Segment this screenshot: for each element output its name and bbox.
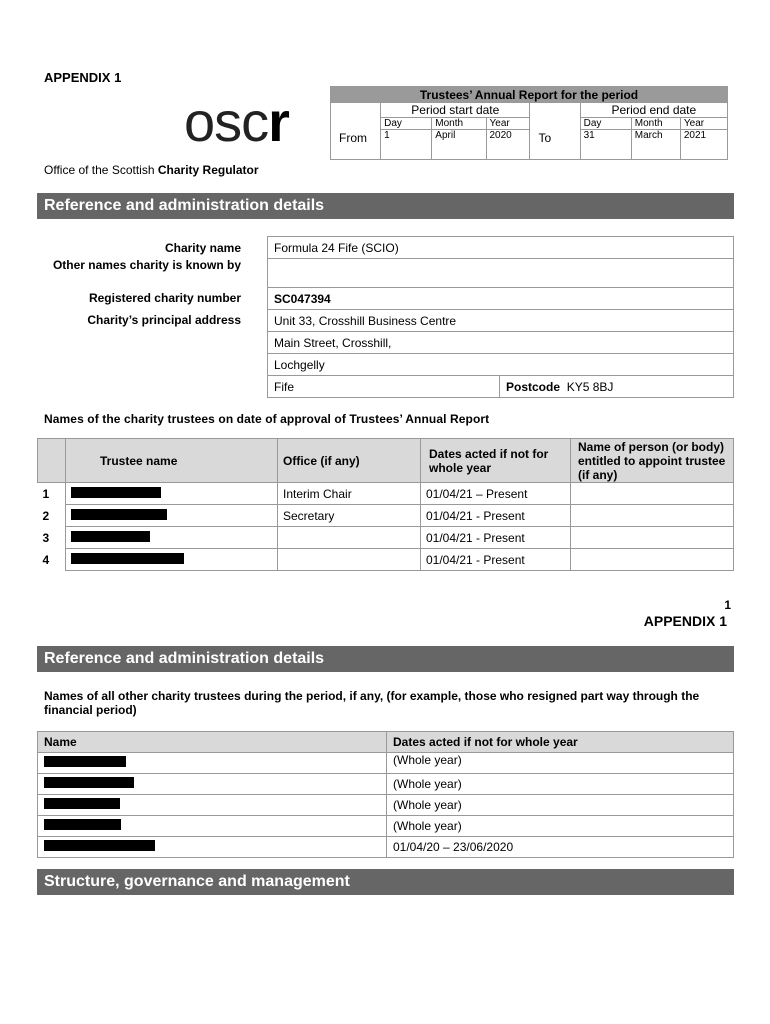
table-row: (Whole year)	[38, 774, 734, 795]
redacted-name	[71, 487, 161, 498]
other-trustees-heading: Names of all other charity trustees during the period, if any, (for example, those who resigned part way through the financial period)	[44, 689, 700, 717]
col-office: Office (if any)	[278, 439, 421, 483]
charity-name-value: Formula 24 Fife (SCIO)	[268, 237, 734, 259]
redacted-name	[71, 509, 167, 520]
col-name: Name	[38, 732, 387, 753]
table-row: 01/04/20 – 23/06/2020	[38, 837, 734, 858]
period-start-label: Period start date	[381, 103, 530, 118]
redacted-name	[44, 819, 121, 830]
period-title: Trustees’ Annual Report for the period	[331, 87, 728, 103]
other-names-label: Other names charity is known by	[52, 258, 241, 272]
charity-name-label: Charity name	[164, 241, 241, 255]
redacted-name	[44, 756, 126, 767]
redacted-name	[44, 798, 120, 809]
redacted-name	[44, 840, 155, 851]
address-label: Charity’s principal address	[87, 313, 241, 327]
redacted-name	[71, 531, 150, 542]
col-appointer: Name of person (or body) entitled to appoint trustee (if any)	[571, 439, 734, 483]
appendix-label-2: APPENDIX 1	[643, 613, 727, 629]
col-trustee-name: Trustee name	[66, 439, 278, 483]
end-day: 31	[580, 130, 631, 160]
address-line-4: Fife	[268, 376, 500, 398]
start-day: 1	[381, 130, 432, 160]
address-line-1: Unit 33, Crosshill Business Centre	[268, 310, 734, 332]
address-line-2: Main Street, Crosshill,	[268, 332, 734, 354]
table-row: (Whole year)	[38, 753, 734, 774]
col-dates: Dates acted if not for whole year	[421, 439, 571, 483]
table-row: 3 01/04/21 - Present	[38, 527, 734, 549]
col-dates-acted: Dates acted if not for whole year	[387, 732, 734, 753]
from-label: From	[331, 118, 381, 160]
table-row: (Whole year)	[38, 795, 734, 816]
table-row: 1 Interim Chair 01/04/21 – Present	[38, 483, 734, 505]
postcode-cell: Postcode KY5 8BJ	[500, 376, 734, 398]
other-names-value	[268, 259, 734, 288]
end-month: March	[631, 130, 680, 160]
trustees-table	[37, 438, 734, 571]
reg-number-label: Registered charity number	[88, 291, 241, 305]
reg-number-value: SC047394	[268, 288, 734, 310]
table-row: 2 Secretary 01/04/21 - Present	[38, 505, 734, 527]
other-trustees-table	[37, 731, 734, 858]
redacted-name	[44, 777, 134, 788]
table-row: 4 01/04/21 - Present	[38, 549, 734, 571]
period-end-label: Period end date	[580, 103, 727, 118]
oscr-logo: oscr	[184, 90, 289, 153]
section-reference-header-2: Reference and administration details	[37, 646, 734, 672]
trustees-heading: Names of the charity trustees on date of approval of Trustees’ Annual Report	[44, 412, 490, 426]
page-number: 1	[724, 598, 731, 612]
appendix-label: APPENDIX 1	[44, 70, 122, 85]
section-reference-header: Reference and administration details	[37, 193, 734, 219]
office-name: Office of the Scottish Charity Regulator	[44, 163, 259, 177]
period-table: Trustees’ Annual Report for the period Period start date Period end date From Day Month Year To Day Month Year 1 April 2020 31 March 2021	[330, 86, 728, 160]
table-row: (Whole year)	[38, 816, 734, 837]
redacted-name	[71, 553, 184, 564]
end-year: 2021	[680, 130, 727, 160]
to-label: To	[530, 118, 580, 160]
address-line-3: Lochgelly	[268, 354, 734, 376]
start-month: April	[432, 130, 486, 160]
details-table	[267, 236, 734, 398]
section-structure-header: Structure, governance and management	[37, 869, 734, 895]
start-year: 2020	[486, 130, 530, 160]
